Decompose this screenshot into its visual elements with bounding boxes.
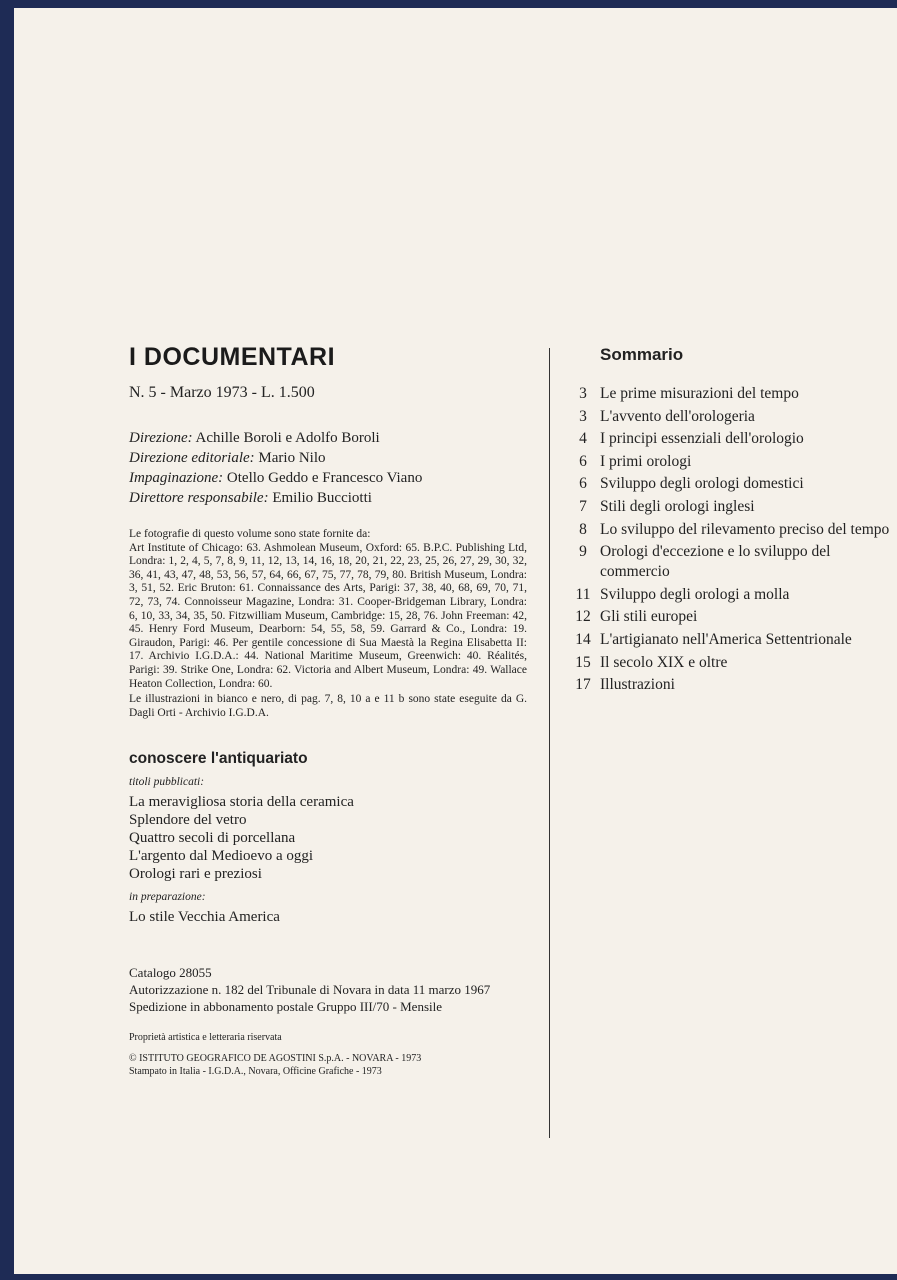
- page: [14, 8, 897, 1274]
- toc-title: Il secolo XIX e oltre: [600, 653, 728, 671]
- in-prep-title: Lo stile Vecchia America: [129, 909, 280, 926]
- table-of-contents: [566, 384, 897, 695]
- published-label: titoli pubblicati:: [129, 776, 205, 789]
- published-title: Orologi rari e preziosi: [129, 866, 262, 883]
- toc-page: 11: [575, 585, 591, 603]
- toc-entry: [566, 630, 897, 650]
- toc-title: Sviluppo degli orologi domestici: [600, 475, 804, 493]
- sommario-title: Sommario: [600, 345, 684, 364]
- credit-line: [129, 428, 527, 448]
- toc-entry: [566, 429, 897, 449]
- toc-entry: [566, 607, 897, 627]
- toc-entry: [566, 497, 897, 517]
- toc-entry: [566, 653, 897, 673]
- toc-title: L'avvento dell'orologeria: [600, 407, 755, 425]
- toc-entry: [566, 407, 897, 427]
- credit-role: Direzione:: [129, 430, 193, 446]
- in-prep-titles: [129, 908, 527, 926]
- toc-page: 6: [579, 475, 587, 493]
- toc-page: 15: [575, 653, 591, 671]
- toc-title: I principi essenziali dell'orologio: [600, 430, 804, 448]
- issue-line: N. 5 - Marzo 1973 - L. 1.500: [129, 384, 315, 401]
- credit-role: Impaginazione:: [129, 470, 224, 486]
- toc-title: L'artigianato nell'America Settentrionale: [600, 630, 852, 648]
- editorial-credits: [129, 428, 527, 508]
- toc-page: 3: [579, 407, 587, 425]
- toc-page: 12: [575, 608, 591, 626]
- sommario-column: [566, 345, 897, 698]
- toc-page: 7: [579, 497, 587, 515]
- toc-entry: [566, 520, 897, 540]
- series-title: I DOCUMENTARI: [129, 343, 336, 371]
- toc-title: I primi orologi: [600, 452, 692, 470]
- credit-name: Emilio Bucciotti: [272, 490, 372, 506]
- credit-role: Direzione editoriale:: [129, 450, 255, 466]
- authorization-line: Autorizzazione n. 182 del Tribunale di Novara in data 11 marzo 1967: [129, 982, 491, 998]
- toc-entry: [566, 384, 897, 404]
- credit-name: Otello Geddo e Francesco Viano: [226, 470, 423, 486]
- toc-title: Gli stili europei: [600, 608, 698, 626]
- published-title: Quattro secoli di porcellana: [129, 830, 296, 847]
- photo-credits-intro: Le fotografie di questo volume sono state fornite da:: [129, 528, 371, 540]
- toc-page: 4: [579, 430, 587, 448]
- column-divider: [549, 348, 550, 1138]
- toc-entry: [566, 452, 897, 472]
- toc-title: Illustrazioni: [600, 676, 675, 694]
- credit-line: [129, 468, 527, 488]
- toc-title: Stili degli orologi inglesi: [600, 497, 755, 515]
- published-title: L'argento dal Medioevo a oggi: [129, 848, 314, 865]
- toc-title: Orologi d'eccezione e lo sviluppo del commercio: [600, 543, 831, 581]
- toc-entry: [566, 585, 897, 605]
- credit-line: [129, 488, 527, 508]
- toc-page: 9: [579, 543, 587, 561]
- toc-title: Le prime misurazioni del tempo: [600, 385, 799, 402]
- toc-entry: [566, 474, 897, 494]
- credit-line: [129, 448, 527, 468]
- bw-illustrations-note: Le illustrazioni in bianco e nero, di pag. 7, 8, 10 a e 11 b sono state eseguite da G. Dagli Orti - Archivio I.G.D.A.: [129, 693, 527, 719]
- toc-page: 14: [575, 630, 591, 648]
- published-titles: [129, 793, 527, 883]
- printed-line: Stampato in Italia - I.G.D.A., Novara, Officine Grafiche - 1973: [129, 1066, 382, 1078]
- published-title: La meravigliosa storia della ceramica: [129, 794, 354, 811]
- copyright-line: © ISTITUTO GEOGRAFICO DE AGOSTINI S.p.A. - NOVARA - 1973: [129, 1053, 422, 1065]
- toc-page: 6: [579, 452, 587, 470]
- toc-page: 17: [575, 676, 591, 694]
- colophon-column: [129, 343, 527, 1078]
- in-prep-label: in preparazione:: [129, 891, 206, 904]
- toc-entry: [566, 542, 897, 582]
- published-title: Splendore del vetro: [129, 812, 247, 829]
- credit-name: Mario Nilo: [258, 450, 326, 466]
- photo-credits-body: Art Institute of Chicago: 63. Ashmolean Museum, Oxford: 65. B.P.C. Publishing Ltd, Londra: 1, 2, 4, 5, 7, 8, 9, 11, 12, 13, 14, 16, 18, 20, 21, 22, 23, 25, 26, 27, 29, 30, 32, 36, 41, 43, 47, 48, 53, 56, 57, 64, 66, 67, 75, 77, 78, 79, 80. British Museum, Londra: 3, 51, 52. Eric Bruton: 61. Connaissance des Arts, Parigi: 37, 38, 40, 68, 69, 70, 71, 72, 73, 74. Connoisseur Magazine, Londra: 31. Cooper-Bridgeman Library, Londra: 6, 10, 33, 34, 35, 50. Fitzwilliam Museum, Cambridge: 15, 28, 76. John Freeman: 42, 45. Henry Ford Museum, Dearborn: 54, 55, 58, 59. Garrard & Co., Londra: 19. Giraudon, Parigi: 46. Per gentile concessione di Sua Maestà la Regina Elisabetta II: 17. Archivio I.G.D.A.: 44. National Maritime Museum, Greenwich: 40. Réalités, Parigi: 39. Strike One, Londra: 62. Victoria and Albert Museum, Londra: 49. Wallace Heaton Collection, Londra: 60.: [129, 541, 527, 690]
- credit-role: Direttore responsabile:: [129, 490, 269, 506]
- series2-title: conoscere l'antiquariato: [129, 750, 308, 768]
- toc-entry: [566, 675, 897, 695]
- shipping-line: Spedizione in abbonamento postale Gruppo III/70 - Mensile: [129, 999, 443, 1015]
- toc-page: 3: [579, 385, 587, 402]
- toc-title: Lo sviluppo del rilevamento preciso del tempo: [600, 520, 890, 538]
- catalog-number: Catalogo 28055: [129, 965, 212, 981]
- toc-page: 8: [579, 520, 587, 538]
- rights-line: Proprietà artistica e letteraria riservata: [129, 1032, 282, 1044]
- credit-name: Achille Boroli e Adolfo Boroli: [195, 430, 380, 446]
- toc-title: Sviluppo degli orologi a molla: [600, 585, 790, 603]
